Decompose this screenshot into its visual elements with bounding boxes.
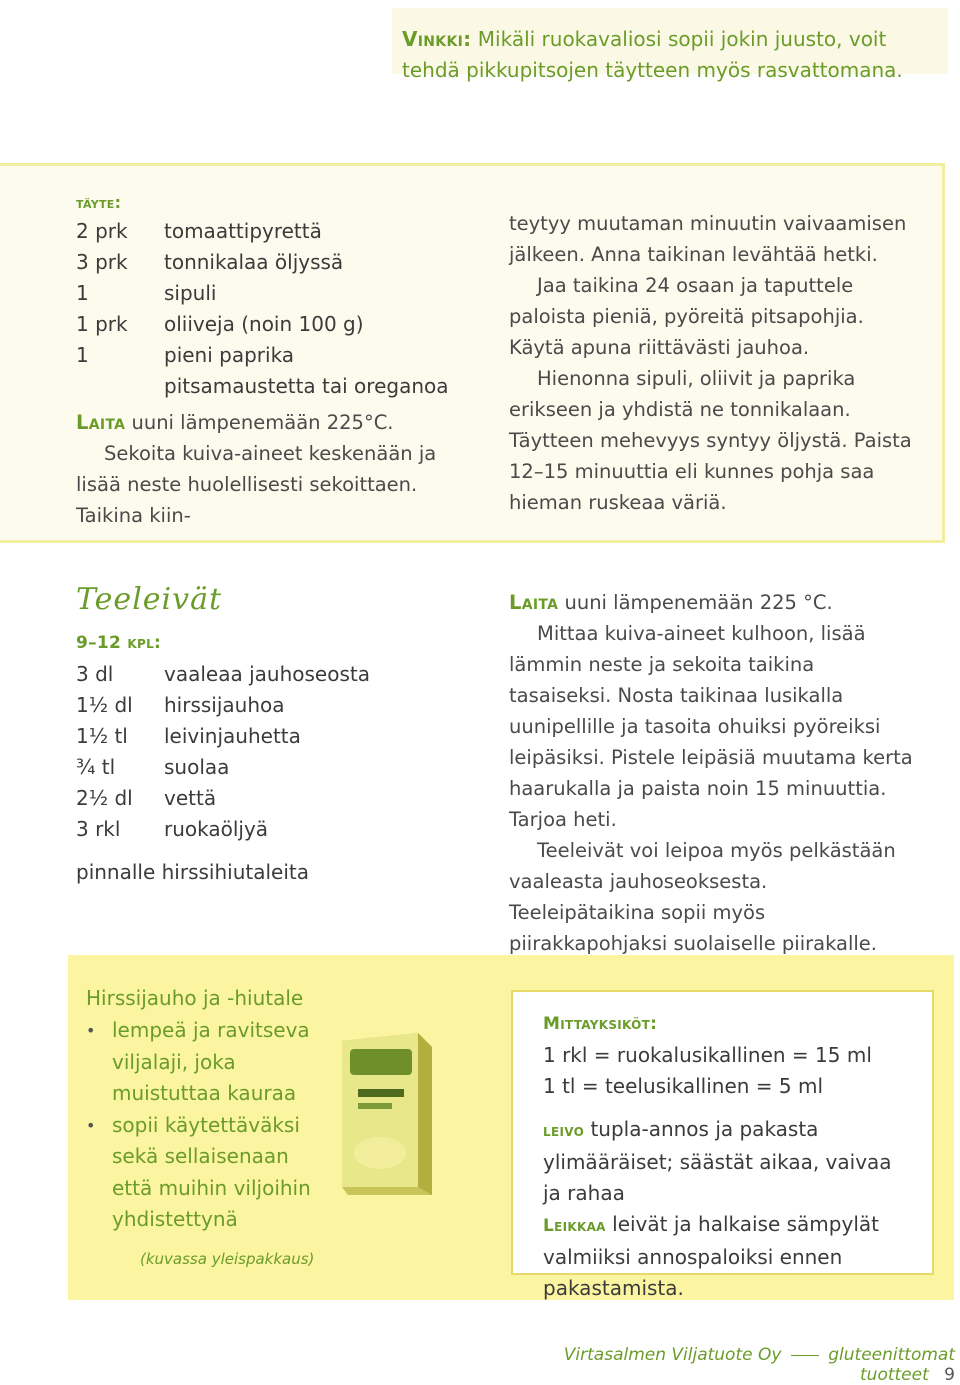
ingredient-row: 1 pieni paprika [76,343,295,367]
recipe-step-oven: Laita uuni lämpenemään 225 °C. [509,591,833,614]
footer-divider [791,1355,819,1356]
ingredient-row: 2½ dl vettä [76,786,217,810]
filling-right-paragraph-2: Jaa taikina 24 osaan ja taputtele paloista pieniä, pyöreitä pitsapohjia. Käytä apuna riittävästi jauhoa. [509,274,864,359]
teeleivat-left-column [76,582,486,888]
millet-bullet: • sopii käytettäväksi sekä sellaisenaan että muihin viljoihin yhdistettynä [86,1110,326,1236]
ingredient-row: 3 rkl ruokaöljyä [76,817,269,841]
page-number: 9 [944,1365,955,1385]
ingredient-row: pitsamaustetta tai oreganoa [164,374,449,398]
millet-bullet-list [86,1015,326,1236]
recipe-paragraph-1: Mittaa kuiva-aineet kulhoon, lisää lämmin neste ja sekoita taikina tasaiseksi. Nosta taikinaa lusikalla uunipellille ja tasoita ohuiksi pyöreiksi leipäsiksi. Pistele leipäsiä muutama kerta haarukalla ja paista noin 15 minuuttia. Tarjoa heti. [509,622,913,831]
ingredient-row: 1½ tl leivinjauhetta [76,724,301,748]
product-package-image [336,1027,436,1197]
measures-heading: Mittayksiköt: [543,1014,658,1034]
leikkaa-tip: Leikkaa leivät ja halkaise sämpylät valmiiksi annospaloiksi ennen pakastamista. [543,1212,879,1300]
filling-left-paragraph: Sekoita kuiva-aineet keskenään ja lisää neste huolellisesti sekoittaen. Taikina kiin- [76,442,437,527]
filling-ingredient-list [76,216,486,402]
ingredient-row: ¾ tl suolaa [76,755,230,779]
tip-keyword: Leikkaa [543,1216,606,1236]
filling-heading: täyte: [76,193,122,212]
footer-product: gluteenittomat tuotteet [828,1345,955,1385]
millet-info [86,983,326,1236]
tip-box [392,8,948,82]
ingredient-row: 3 dl vaaleaa jauhoseosta [76,662,370,686]
recipe-title: Teeleivät [76,582,223,617]
tip-label: Vinkki: [402,27,472,51]
filling-step-oven: Laita uuni lämpenemään 225°C. [76,411,394,434]
ingredient-row: 1½ dl hirssijauhoa [76,693,285,717]
measure-line: 1 tl = teelusikallinen = 5 ml [543,1074,824,1098]
recipe-yield: 9–12 kpl: [76,633,162,653]
recipe-paragraph-2: Teeleivät voi leipoa myös pelkästään vaaleasta jauhoseoksesta. Teeleipätaikina sopii myös piirakkapohjaksi suolaiselle piirakalle. [509,839,896,955]
filling-right-paragraph-3: Hienonna sipuli, oliivit ja paprika erikseen ja yhdistä ne tonnikalaan. Täytteen mehevyys syntyy öljystä. Paista 12–15 minuuttia eli kunnes pohja saa hieman ruskeaa väriä. [509,367,912,514]
ingredient-row: 2 prk tomaattipyrettä [76,219,322,243]
tip-keyword: leivo [543,1121,585,1141]
filling-right-paragraph-1: teytyy muutaman minuutin vaivaamisen jälkeen. Anna taikinan levähtää hetki. [509,212,907,266]
page-footer [545,1345,955,1385]
ingredient-row: 1 sipuli [76,281,217,305]
millet-bullet: • lempeä ja ravitseva viljalaji, joka muistuttaa kauraa [86,1015,326,1110]
step-label: Laita [76,411,126,434]
step-label: Laita [509,591,559,614]
measures-content [543,1012,913,1304]
leivo-tip: leivo tupla-annos ja pakasta ylimääräiset; säästät aikaa, vaivaa ja rahaa [543,1117,892,1205]
filling-left-column [76,192,486,531]
tip-text: Mikäli ruokavaliosi sopii jokin juusto, voit tehdä pikkupitsojen täytteen myös rasvattomana. [402,27,903,82]
filling-right-column [509,208,919,518]
ingredient-row: 3 prk tonnikalaa öljyssä [76,250,344,274]
measure-line: 1 rkl = ruokalusikallinen = 15 ml [543,1043,872,1067]
recipe-topping: pinnalle hirssihiutaleita [76,860,310,884]
ingredient-row: 1 prk oliiveja (noin 100 g) [76,312,364,336]
image-caption: (kuvassa yleispakkaus) [140,1250,315,1268]
recipe-ingredient-list [76,659,486,845]
teeleivat-right-column [509,587,919,959]
footer-company: Virtasalmen Viljatuote Oy [563,1345,782,1365]
millet-title: Hirssijauho ja -hiutale [86,986,304,1010]
